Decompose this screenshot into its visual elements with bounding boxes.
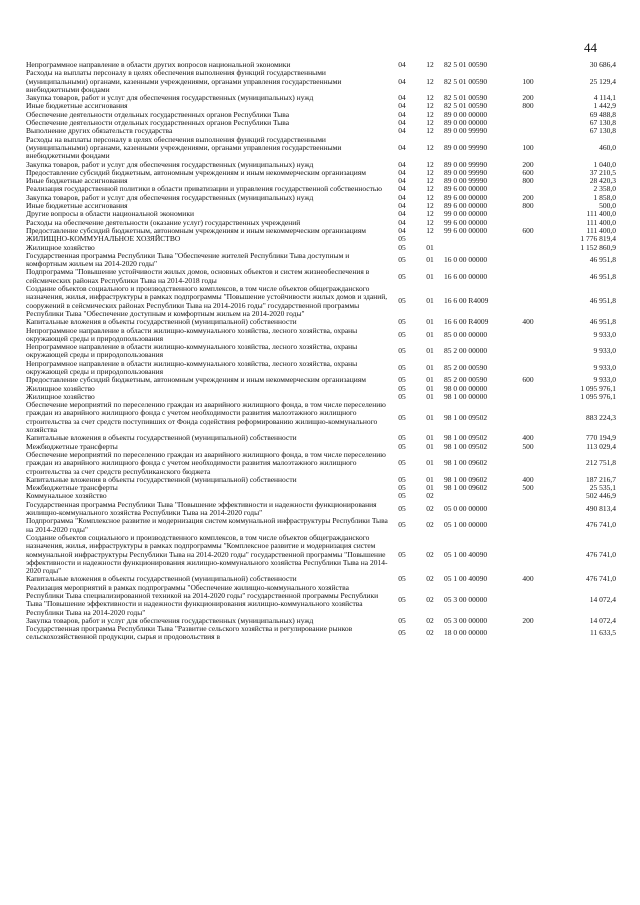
row-target-article: 89 0 00 99990	[444, 167, 488, 177]
row-target-article: 98 1 00 09602	[444, 474, 488, 484]
row-expense-type: 500	[522, 441, 534, 451]
row-subsection: 12	[426, 126, 434, 136]
row-expense-type: 500	[522, 483, 534, 493]
row-target-article: 05 3 00 00000	[444, 595, 488, 605]
row-section: 05	[398, 574, 406, 584]
row-amount: 883 224,3	[586, 412, 616, 422]
row-amount: 476 741,0	[586, 574, 616, 584]
table-row	[26, 360, 616, 377]
row-subsection: 01	[426, 474, 434, 484]
row-target-article: 05 1 00 40090	[444, 574, 488, 584]
row-section: 04	[398, 217, 406, 227]
row-section: 05	[398, 503, 406, 513]
row-subsection: 01	[426, 433, 434, 443]
row-target-article: 89 6 00 00000	[444, 184, 488, 194]
table-row	[26, 451, 616, 476]
row-amount: 2 358,0	[593, 184, 616, 194]
row-name: Другие вопросы в области национальной экономики	[26, 209, 194, 219]
row-target-article: 85 2 00 00590	[444, 375, 488, 385]
row-subsection: 01	[426, 412, 434, 422]
row-expense-type	[510, 61, 546, 69]
row-name: Жилищное хозяйство	[26, 383, 95, 393]
row-amount: 490 813,4	[586, 503, 616, 513]
row-amount: 11 633,5	[590, 628, 616, 638]
row-name: Жилищное хозяйство	[26, 242, 95, 252]
row-section: 05	[398, 234, 406, 244]
row-name: Обеспечение деятельности отдельных государственных органов Республики Тыва	[26, 109, 290, 119]
row-expense-type: 400	[522, 574, 534, 584]
row-subsection: 01	[426, 296, 434, 306]
row-expense-type	[510, 385, 546, 393]
row-expense-type: 600	[522, 225, 534, 235]
row-expense-type: 400	[522, 317, 534, 327]
row-section: 05	[398, 296, 406, 306]
row-target-article: 89 0 00 99990	[444, 126, 488, 136]
row-section: 05	[398, 474, 406, 484]
row-target-article	[444, 492, 510, 500]
row-expense-type	[510, 343, 546, 360]
row-subsection: 01	[426, 391, 434, 401]
row-subsection: 12	[426, 192, 434, 202]
table-row	[26, 584, 616, 617]
row-section: 04	[398, 109, 406, 119]
table-row	[26, 327, 616, 344]
row-name: Предоставление субсидий бюджетным, автономным учреждениям и иным некоммерческим организациям	[26, 225, 366, 235]
row-section: 05	[398, 317, 406, 327]
row-expense-type	[510, 244, 546, 252]
row-amount: 37 210,5	[589, 167, 616, 177]
row-name: Государственная программа Республики Тыва "Повышение эффективности и надежности функционирования жилищно-коммунального хозяйства Республики Тыва на 2014-2020 годы"	[26, 499, 377, 518]
row-subsection: 12	[426, 176, 434, 186]
table-row	[26, 285, 616, 318]
row-section: 04	[398, 184, 406, 194]
row-section: 04	[398, 93, 406, 103]
row-name: Непрограммное направление в области жилищно-коммунального хозяйства, лесного хозяйства, охраны окружающей среды и природопользования	[26, 325, 358, 343]
row-subsection: 12	[426, 209, 434, 219]
row-section: 05	[398, 483, 406, 493]
row-subsection: 01	[426, 317, 434, 327]
row-target-article: 89 0 00 99990	[444, 142, 488, 152]
row-name: Капитальные вложения в объекты государственной (муниципальной) собственности	[26, 574, 297, 584]
row-expense-type: 800	[522, 201, 534, 211]
row-name: Жилищное хозяйство	[26, 391, 95, 401]
row-amount: 1 095 976,1	[580, 383, 616, 393]
row-section: 05	[398, 595, 406, 605]
row-name: Предоставление субсидий бюджетным, автономным учреждениям и иным некоммерческим организациям	[26, 167, 366, 177]
row-target-article: 89 0 00 00000	[444, 118, 488, 128]
row-section: 04	[398, 76, 406, 86]
row-expense-type: 100	[522, 142, 534, 152]
row-section: 05	[398, 412, 406, 422]
row-section: 04	[398, 118, 406, 128]
row-amount: 1 776 819,4	[580, 234, 616, 244]
row-amount: 1 095 976,1	[580, 391, 616, 401]
row-subsection: 01	[426, 271, 434, 281]
row-amount: 500,0	[599, 201, 616, 211]
row-target-article: 82 5 01 00590	[444, 76, 488, 86]
row-name: Закупка товаров, работ и услуг для обеспечения государственных (муниципальных) нужд	[26, 93, 314, 103]
row-expense-type: 600	[522, 167, 534, 177]
row-target-article: 98 1 00 09602	[444, 458, 488, 468]
row-section: 05	[398, 362, 406, 372]
row-expense-type	[510, 285, 546, 318]
row-expense-type	[510, 127, 546, 135]
row-subsection: 01	[426, 483, 434, 493]
row-name: Расходы на обеспечение деятельности (оказание услуг) государственных учреждений	[26, 217, 301, 227]
row-subsection: 01	[426, 383, 434, 393]
row-name: Капитальные вложения в объекты государственной (муниципальной) собственности	[26, 474, 297, 484]
row-section: 04	[398, 176, 406, 186]
row-section: 04	[398, 209, 406, 219]
row-amount: 14 072,4	[589, 615, 616, 625]
row-name: Обеспечение мероприятий по переселению граждан из аварийного жилищного фонда, в том числе переселению граждан из аварийного жилищного фонда с учетом необходимости развития малоэтажного жилищного строительства за счет средств республиканского бюджета	[26, 449, 386, 476]
row-subsection: 12	[426, 217, 434, 227]
row-target-article: 82 5 01 00590	[444, 93, 488, 103]
row-expense-type	[510, 625, 546, 642]
row-amount: 25 535,1	[589, 483, 616, 493]
row-amount: 67 130,8	[589, 126, 616, 136]
row-section: 05	[398, 383, 406, 393]
row-target-article: 16 6 00 00000	[444, 271, 488, 281]
row-section: 05	[398, 433, 406, 443]
row-expense-type	[510, 111, 546, 119]
row-expense-type	[510, 327, 546, 344]
row-target-article: 85 0 00 00000	[444, 329, 488, 339]
row-expense-type: 200	[522, 93, 534, 103]
row-section: 04	[398, 142, 406, 152]
row-name: Иные бюджетные ассигнования	[26, 101, 128, 111]
row-target-article: 16 6 00 R4009	[444, 296, 489, 306]
row-amount: 25 129,4	[589, 76, 616, 86]
row-name: Капитальные вложения в объекты государственной (муниципальной) собственности	[26, 317, 297, 327]
row-target-article: 98 1 00 09502	[444, 433, 488, 443]
row-section: 04	[398, 126, 406, 136]
row-target-article: 99 0 00 00000	[444, 209, 488, 219]
row-amount: 502 446,9	[586, 491, 616, 501]
row-section: 04	[398, 201, 406, 211]
row-name: Реализация государственной политики в области приватизации и управления государственной собственностью	[26, 184, 382, 194]
row-subsection: 12	[426, 60, 434, 69]
row-amount: 1 040,0	[593, 159, 616, 169]
row-name: Закупка товаров, работ и услуг для обеспечения государственных (муниципальных) нужд	[26, 615, 314, 625]
row-name: Капитальные вложения в объекты государственной (муниципальной) собственности	[26, 433, 297, 443]
row-amount: 187 216,7	[586, 474, 616, 484]
row-amount: 111 400,0	[586, 225, 616, 235]
table-row	[26, 235, 616, 243]
row-name: Обеспечение мероприятий по переселению граждан из аварийного жилищного фонда, в том числе переселению граждан из аварийного жилищного фонда с учетом необходимости развития малоэтажного жилищного строительства за счет средств поступивших от Фонда содействия реформированию жилищно-коммунального хозяйства	[26, 400, 386, 435]
row-amount: 212 751,8	[586, 458, 616, 468]
row-name: Непрограммное направление в области жилищно-коммунального хозяйства, лесного хозяйства, охраны окружающей среды и природопользования	[26, 342, 358, 360]
row-expense-type	[510, 210, 546, 218]
row-expense-type: 200	[522, 192, 534, 202]
row-expense-type: 200	[522, 159, 534, 169]
row-expense-type	[510, 235, 546, 243]
table-row	[26, 343, 616, 360]
row-section: 04	[398, 159, 406, 169]
row-section: 04	[398, 101, 406, 111]
table-row	[26, 501, 616, 518]
row-subsection: 12	[426, 184, 434, 194]
row-target-article: 18 0 00 00000	[444, 628, 488, 638]
row-subsection: 12	[426, 225, 434, 235]
row-section: 05	[398, 375, 406, 385]
row-amount: 30 686,4	[589, 60, 616, 69]
row-target-article: 05 1 00 40090	[444, 549, 488, 559]
row-target-article: 98 1 00 00000	[444, 391, 488, 401]
row-section: 05	[398, 628, 406, 638]
row-expense-type: 400	[522, 474, 534, 484]
table-row	[26, 268, 616, 285]
row-target-article: 98 1 00 09602	[444, 483, 488, 493]
row-target-article	[444, 244, 510, 252]
row-amount: 9 933,0	[593, 329, 616, 339]
row-section: 05	[398, 615, 406, 625]
row-section: 04	[398, 225, 406, 235]
row-target-article: 99 6 00 00000	[444, 225, 488, 235]
row-amount: 9 933,0	[593, 375, 616, 385]
row-expense-type: 800	[522, 101, 534, 111]
row-target-article: 16 6 00 R4009	[444, 317, 489, 327]
row-name: Расходы на выплаты персоналу в целях обеспечения выполнения функций государственными (муниципальными) органами, казенными учреждениями, органами управления государственными внебюджетными фондами	[26, 68, 342, 94]
row-subsection: 01	[426, 346, 434, 356]
row-subsection: 12	[426, 76, 434, 86]
row-section: 05	[398, 549, 406, 559]
row-name: Подпрограмма "Повышение устойчивости жилых домов, основных объектов и систем жизнеобеспечения в сейсмических районах Республики Тыва на 2014-2018 годы	[26, 267, 370, 285]
row-amount: 1 442,9	[593, 101, 616, 111]
row-section: 05	[398, 520, 406, 530]
row-target-article: 16 0 00 00000	[444, 254, 488, 264]
row-expense-type: 100	[522, 76, 534, 86]
table-row	[26, 385, 616, 393]
row-name: Выполнение других обязательств государства	[26, 126, 173, 136]
row-expense-type: 400	[522, 433, 534, 443]
row-amount: 28 420,3	[589, 176, 616, 186]
row-target-article: 05 3 00 00000	[444, 615, 488, 625]
row-name: Непрограммное направление в области других вопросов национальной экономики	[26, 60, 291, 69]
row-name: Подпрограмма "Комплексное развитие и модернизация систем коммунальной инфраструктуры Республики Тыва на 2014-2020 годы"	[26, 516, 388, 534]
row-amount: 9 933,0	[593, 362, 616, 372]
row-amount: 113 029,4	[586, 441, 616, 451]
row-subsection: 02	[426, 503, 434, 513]
row-target-article	[444, 235, 510, 243]
row-expense-type	[510, 119, 546, 127]
row-section: 05	[398, 491, 406, 501]
page-number: 44	[584, 40, 597, 55]
row-target-article: 89 6 00 00000	[444, 201, 488, 211]
row-subsection: 12	[426, 142, 434, 152]
row-expense-type	[510, 451, 546, 476]
row-amount: 460,0	[599, 142, 616, 152]
row-subsection: 01	[426, 375, 434, 385]
row-subsection: 02	[426, 491, 434, 501]
row-subsection: 12	[426, 167, 434, 177]
row-expense-type	[510, 501, 546, 518]
row-expense-type	[510, 401, 546, 434]
budget-table	[26, 61, 616, 642]
row-name: Государственная программа Республики Тыва "Развитие сельского хозяйства и регулирование рынков сельскохозяйственной продукции, сырья и продовольствия в	[26, 624, 353, 642]
table-row	[26, 136, 616, 161]
row-target-article: 89 0 00 00000	[444, 109, 488, 119]
row-section: 05	[398, 242, 406, 252]
row-target-article: 82 5 01 00590	[444, 101, 488, 111]
row-section: 05	[398, 441, 406, 451]
row-amount: 1 152 860,9	[580, 242, 616, 252]
row-target-article: 89 6 00 00000	[444, 192, 488, 202]
row-subsection: 02	[426, 549, 434, 559]
row-expense-type	[510, 393, 546, 401]
row-subsection: 02	[426, 520, 434, 530]
row-amount: 111 400,0	[586, 209, 616, 219]
row-target-article: 89 0 00 99990	[444, 176, 488, 186]
row-section: 05	[398, 346, 406, 356]
row-expense-type	[510, 360, 546, 377]
row-expense-type: 800	[522, 176, 534, 186]
row-name: Реализация мероприятий в рамках подпрограммы "Обеспечение жилищно-коммунального хозяйства Республики Тыва специализированной техникой на 2014-2020 годы" государственной программы Республики Тыва "Повышение эффективности и надежности функционирования жилищно-коммунального хозяйства Республики Тыва на 2014-2020 годы"	[26, 582, 379, 617]
row-section: 05	[398, 271, 406, 281]
row-name: Создание объектов социального и производственного комплексов, в том числе объектов общегражданского назначения, жилья, инфраструктуры в рамках подпрограммы "Комплексное развитие и модернизация систем коммунальной инфраструктуры Республики Тыва на 2014-2020 годы" государственной программы "Повышение эффективности и надежности функционирования жилищно-коммунального хозяйства Республики Тыва на 2014-2020 годы"	[26, 532, 388, 576]
row-target-article: 05 0 00 00000	[444, 503, 488, 513]
row-expense-type	[510, 584, 546, 617]
row-target-article: 98 0 00 00000	[444, 383, 488, 393]
row-amount: 46 951,8	[589, 296, 616, 306]
row-name: Закупка товаров, работ и услуг для обеспечения государственных (муниципальных) нужд	[26, 192, 314, 202]
row-subsection: 12	[426, 93, 434, 103]
row-name: Непрограммное направление в области жилищно-коммунального хозяйства, лесного хозяйства, охраны окружающей среды и природопользования	[26, 358, 358, 376]
table-row	[26, 252, 616, 269]
row-amount: 1 858,0	[593, 192, 616, 202]
table-row	[26, 534, 616, 575]
row-subsection: 12	[426, 159, 434, 169]
row-section: 04	[398, 60, 406, 69]
row-name: Создание объектов социального и производственного комплексов, в том числе объектов общегражданского назначения, жилья, инфраструктуры в рамках подпрограммы "Повышение устойчивости жилых домов и зданий, сооружений в сейсмических районах Республики Тыва на 2014-2016 годы" государственной программы Республики Тыва "Обеспечение доступным и комфортным жильем на 2014-2020 годы"	[26, 284, 388, 318]
row-amount: 46 951,8	[589, 271, 616, 281]
row-subsection: 12	[426, 201, 434, 211]
row-subsection: 12	[426, 118, 434, 128]
row-subsection: 01	[426, 362, 434, 372]
row-target-article: 85 2 00 00590	[444, 362, 488, 372]
row-name: Обеспечение деятельности отдельных государственных органов Республики Тыва	[26, 118, 290, 128]
row-subsection: 01	[426, 441, 434, 451]
row-name: Государственная программа Республики Тыва "Обеспечение жителей Республики Тыва доступным и комфортным жильем на 2014-2020 годы"	[26, 250, 350, 269]
row-subsection: 01	[426, 458, 434, 468]
row-name: Расходы на выплаты персоналу в целях обеспечения выполнения функций государственными (муниципальными) органами, казенными учреждениями, органами управления государственными внебюджетными фондами	[26, 134, 342, 161]
budget-table-body	[26, 61, 616, 642]
row-amount: 476 741,0	[586, 549, 616, 559]
row-amount: 69 488,8	[589, 109, 616, 119]
row-subsection: 01	[426, 242, 434, 252]
row-target-article: 85 2 00 00000	[444, 346, 488, 356]
row-amount: 476 741,0	[586, 520, 616, 530]
row-amount: 67 130,8	[589, 118, 616, 128]
row-expense-type: 200	[522, 615, 534, 625]
row-name: Предоставление субсидий бюджетным, автономным учреждениям и иным некоммерческим организациям	[26, 375, 366, 385]
row-name: Межбюджетные трансферты	[26, 441, 118, 451]
row-expense-type	[510, 492, 546, 500]
row-expense-type	[510, 534, 546, 575]
row-amount: 14 072,4	[589, 595, 616, 605]
row-subsection: 02	[426, 615, 434, 625]
row-section: 04	[398, 167, 406, 177]
row-target-article: 89 0 00 99990	[444, 159, 488, 169]
row-expense-type	[510, 252, 546, 269]
row-target-article: 82 5 01 00590	[444, 60, 488, 69]
row-subsection: 12	[426, 109, 434, 119]
table-row	[26, 517, 616, 534]
row-section: 05	[398, 254, 406, 264]
row-expense-type	[510, 517, 546, 534]
row-target-article: 99 6 00 00000	[444, 217, 488, 227]
row-name: Иные бюджетные ассигнования	[26, 201, 128, 211]
row-amount: 46 951,8	[589, 317, 616, 327]
row-amount: 9 933,0	[593, 346, 616, 356]
row-amount: 111 400,0	[586, 217, 616, 227]
row-name: Межбюджетные трансферты	[26, 483, 118, 493]
row-expense-type	[510, 268, 546, 285]
table-row	[26, 484, 616, 492]
row-target-article: 98 1 00 09502	[444, 412, 488, 422]
row-subsection: 01	[426, 254, 434, 264]
row-amount: 770 194,9	[586, 433, 616, 443]
row-subsection: 02	[426, 628, 434, 638]
row-target-article: 98 1 00 09502	[444, 441, 488, 451]
row-subsection: 02	[426, 595, 434, 605]
row-subsection: 12	[426, 101, 434, 111]
row-name: Иные бюджетные ассигнования	[26, 176, 128, 186]
row-amount: 46 951,8	[589, 254, 616, 264]
row-subsection: 02	[426, 574, 434, 584]
table-row	[26, 401, 616, 434]
row-subsection: 01	[426, 329, 434, 339]
row-expense-type: 600	[522, 375, 534, 385]
row-section: 05	[398, 458, 406, 468]
table-row	[26, 625, 616, 642]
table-row	[26, 376, 616, 384]
table-row	[26, 69, 616, 94]
row-amount: 4 114,1	[593, 93, 616, 103]
row-name: Закупка товаров, работ и услуг для обеспечения государственных (муниципальных) нужд	[26, 159, 314, 169]
row-section: 05	[398, 391, 406, 401]
row-section: 05	[398, 329, 406, 339]
row-name: Коммунальное хозяйство	[26, 491, 107, 501]
row-name: ЖИЛИЩНО-КОММУНАЛЬНОЕ ХОЗЯЙСТВО	[26, 234, 181, 244]
row-section: 04	[398, 192, 406, 202]
row-target-article: 05 1 00 00000	[444, 520, 488, 530]
